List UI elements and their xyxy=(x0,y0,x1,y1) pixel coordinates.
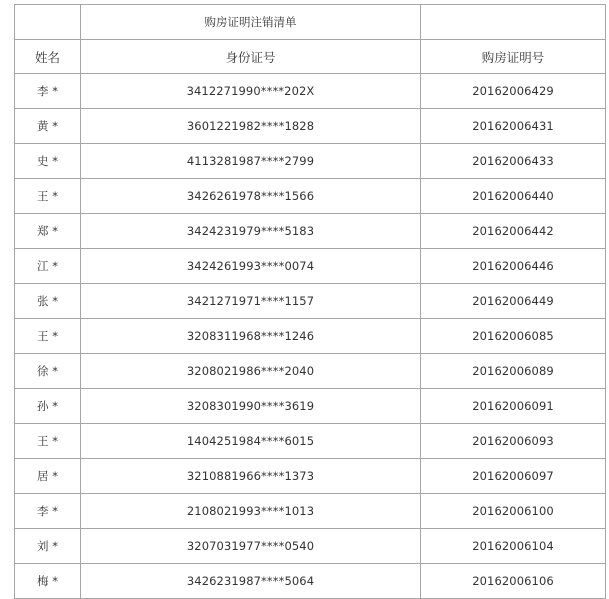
row-id-number: 3208021986****2040 xyxy=(81,354,421,389)
row-id-number: 2108021993****1013 xyxy=(81,494,421,529)
row-name: 张 * xyxy=(15,284,81,319)
row-certificate-number: 20162006446 xyxy=(421,249,606,284)
row-certificate-number: 20162006442 xyxy=(421,214,606,249)
row-certificate-number: 20162006104 xyxy=(421,529,606,564)
row-name: 徐 * xyxy=(15,354,81,389)
cancellation-list-table xyxy=(14,4,606,599)
table-row xyxy=(15,284,606,319)
row-certificate-number: 20162006097 xyxy=(421,459,606,494)
row-id-number: 3208311968****1246 xyxy=(81,319,421,354)
table-row xyxy=(15,564,606,599)
table-row xyxy=(15,249,606,284)
table-row xyxy=(15,74,606,109)
row-certificate-number: 20162006106 xyxy=(421,564,606,599)
row-id-number: 1404251984****6015 xyxy=(81,424,421,459)
row-name: 刘 * xyxy=(15,529,81,564)
row-id-number: 4113281987****2799 xyxy=(81,144,421,179)
row-id-number: 3421271971****1157 xyxy=(81,284,421,319)
table-row xyxy=(15,214,606,249)
row-name: 李 * xyxy=(15,494,81,529)
table-row xyxy=(15,144,606,179)
title-blank-cell-right xyxy=(421,5,606,40)
row-name: 王 * xyxy=(15,179,81,214)
row-id-number: 3210881966****1373 xyxy=(81,459,421,494)
table-title: 购房证明注销清单 xyxy=(81,5,421,40)
row-id-number: 3601221982****1828 xyxy=(81,109,421,144)
row-name: 梅 * xyxy=(15,564,81,599)
table-row xyxy=(15,109,606,144)
row-certificate-number: 20162006429 xyxy=(421,74,606,109)
title-row xyxy=(15,5,606,40)
row-name: 李 * xyxy=(15,74,81,109)
row-name: 江 * xyxy=(15,249,81,284)
row-name: 居 * xyxy=(15,459,81,494)
table-row xyxy=(15,459,606,494)
row-name: 孙 * xyxy=(15,389,81,424)
header-row xyxy=(15,40,606,74)
row-certificate-number: 20162006449 xyxy=(421,284,606,319)
row-id-number: 3424261993****0074 xyxy=(81,249,421,284)
row-id-number: 3426231987****5064 xyxy=(81,564,421,599)
row-id-number: 3426261978****1566 xyxy=(81,179,421,214)
row-certificate-number: 20162006093 xyxy=(421,424,606,459)
table-row xyxy=(15,424,606,459)
row-certificate-number: 20162006440 xyxy=(421,179,606,214)
row-certificate-number: 20162006433 xyxy=(421,144,606,179)
table-row xyxy=(15,389,606,424)
header-name: 姓名 xyxy=(15,40,81,74)
row-name: 王 * xyxy=(15,424,81,459)
row-name: 史 * xyxy=(15,144,81,179)
header-id-number: 身份证号 xyxy=(81,40,421,74)
row-id-number: 3412271990****202X xyxy=(81,74,421,109)
table-row xyxy=(15,494,606,529)
row-name: 王 * xyxy=(15,319,81,354)
row-name: 郑 * xyxy=(15,214,81,249)
row-certificate-number: 20162006085 xyxy=(421,319,606,354)
table-row xyxy=(15,179,606,214)
table-row xyxy=(15,354,606,389)
row-certificate-number: 20162006089 xyxy=(421,354,606,389)
table-row xyxy=(15,529,606,564)
row-certificate-number: 20162006431 xyxy=(421,109,606,144)
table-row xyxy=(15,319,606,354)
title-blank-cell xyxy=(15,5,81,40)
row-certificate-number: 20162006091 xyxy=(421,389,606,424)
row-id-number: 3424231979****5183 xyxy=(81,214,421,249)
row-id-number: 3207031977****0540 xyxy=(81,529,421,564)
header-certificate-number: 购房证明号 xyxy=(421,40,606,74)
row-id-number: 3208301990****3619 xyxy=(81,389,421,424)
row-certificate-number: 20162006100 xyxy=(421,494,606,529)
row-name: 黄 * xyxy=(15,109,81,144)
table-body xyxy=(15,5,606,599)
